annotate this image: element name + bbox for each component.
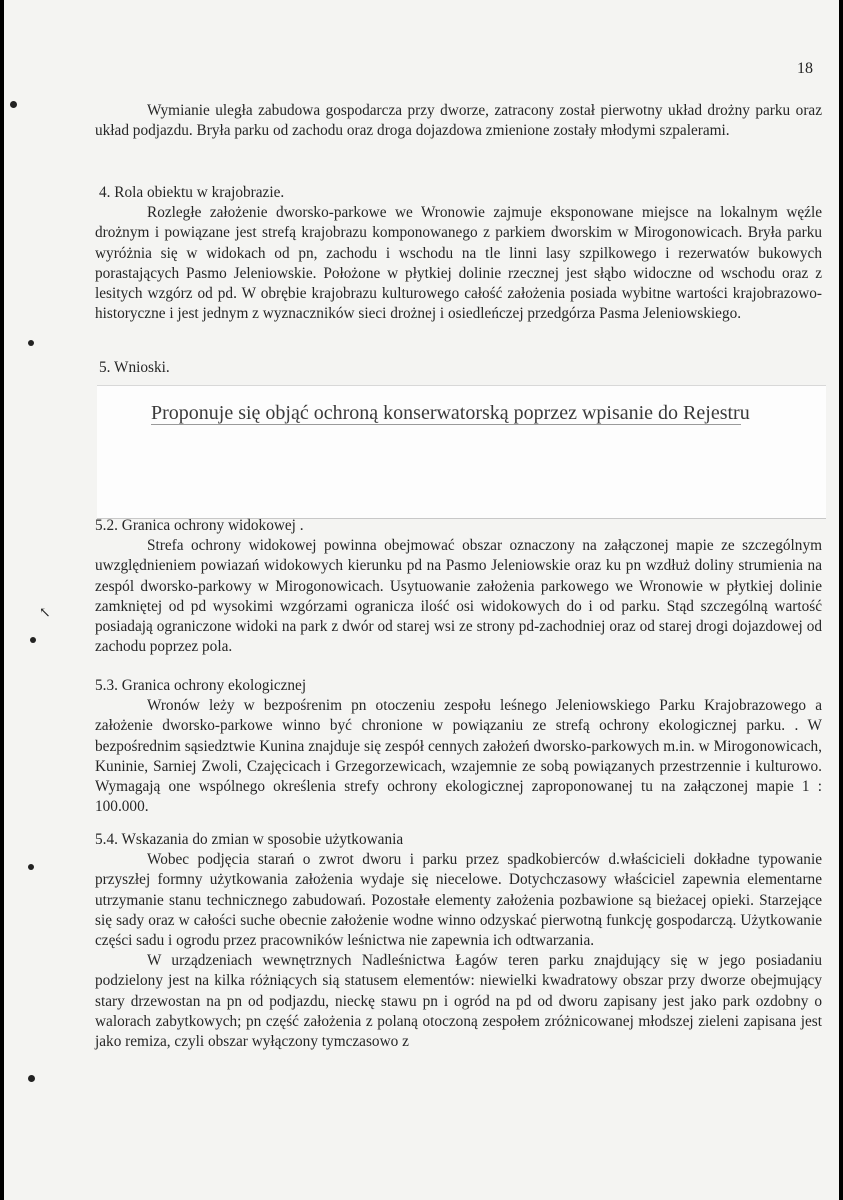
section-5-4-paragraph-2: W urządzeniach wewnętrznych Nadleśnictwa Łagów teren parku znajdujący się w jego posiadaniu podzielony jest na kilka różniących sią statusem elementów: niewielki kwadratowy obszar przy dworze obejmujący stary drzewostan na pn od podjazdu, nieckę stawu pn i ogród na pd od dworu zapisany jest jako park ozdobny o walorach zabytkowych; pn część założenia z polaną otoczoną zespołem zróżnicowanej młodszej zieleni zapisana jest jako remiza, czyli obszar wyłączony tymczasowo z xyxy=(95,952,822,1051)
section-5-3-paragraph: Wronów leży w bezpośrenim pn otoczeniu zespołu leśnego Jeleniowskiego Parku Krajobrazowego a założenie dworsko-parkowe winno być chronione w powiązaniu ze strefą ochrony ekologicznej parku. . W bezpośrednim sąsiedztwie Kunina znajduje się zespół cennych założeń dworsko-parkowych m.in. w Mirogonowicach, Kuninie, Sarniej Zwoli, Czajęcicach i Grzegorzewicach, wzajemnie ze sobą powiązanych przestrzennie i kulturowo. Wymagają one wspólnego określenia strefy ochrony ekologicznej zaproponowanej tu na załączonej mapie 1 : 100.000. xyxy=(95,697,822,816)
scan-mark xyxy=(28,864,34,870)
overlay-insert xyxy=(97,385,826,519)
section-5-2 xyxy=(95,516,822,657)
section-5-2-heading: 5.2. Granica ochrony widokowej . xyxy=(95,517,304,534)
scan-mark xyxy=(28,1075,35,1082)
section-5-2-paragraph: Strefa ochrony widokowej powinna obejmować obszar oznaczony na załączonej mapie ze szczególnym uwzględnieniem powiazań widokowych kierunku pd na Pasmo Jeleniowskie oraz ku pn wzdłuż doliny strumienia na zespól dworsko-parkowy w Mirogonowicach. Usytuowanie założenia parkowego we Wronowie w płytkiej dolinie zamkniętej od pd wysokimi wzgórzami ogranicza ilość osi widokowych do i od parku. Stąd szczególną wartość posiadają ograniczone widoki na park z dwór od starej wsi ze strony pd-zachodniej oraz od starej drogi dojazdowej od zachodu poprzez pola. xyxy=(95,537,822,656)
section-4 xyxy=(95,183,822,324)
overlay-underline xyxy=(151,424,741,425)
scan-mark-arrow: ↖ xyxy=(39,606,51,621)
scan-mark xyxy=(30,637,36,643)
section-5-4 xyxy=(95,830,822,1052)
section-4-paragraph: Rozległe założenie dworsko-parkowe we Wronowie zajmuje eksponowane miejsce na lokalnym węźle drożnym i powiązane jest strefą krajobrazu komponowanego z parkiem dworskim w Mirogonowicach. Bryła parku wyróżnia się w widokach od pn, zachodu i wschodu na tle linni lasy szpilkowego i rezerwatów bukowych porastających Pasmo Jeleniowskie. Położone w płytkiej dolinie rzecznej jest słąbo widoczne od wschodu oraz z lesitych wzgórz od pd. W obrębie krajobrazu kulturowego całość założenia posiada wybitne wartości krajobrazowo-historyczne i jest jednym z wyznaczników sieci drożnej i osiedleńczej przedgórza Pasma Jeleniowskiego. xyxy=(95,204,822,323)
overlay-line: Proponuje się objąć ochroną konserwatorską poprzez wpisanie do Rejestru xyxy=(151,402,750,424)
page-number: 18 xyxy=(797,60,813,77)
section-5-4-heading: 5.4. Wskazania do zmian w sposobie użytkowania xyxy=(95,831,404,848)
intro-paragraph: Wymianie uległa zabudowa gospodarcza przy dworze, zatracony został pierwotny układ drożny parku oraz układ podjazdu. Bryła parku od zachodu oraz droga dojazdowa zmienione zostały młodymi szpalerami. xyxy=(95,102,822,140)
section-5-3 xyxy=(95,676,822,817)
section-5-4-paragraph-1: Wobec podjęcia starań o zwrot dworu i parku przez spadkobierców d.właścicieli dokładne typowanie przyszłej formny użytkowania założenia wydaje się niecelowe. Dotychczasowy właściciel zapewnia elementarne utrzymanie stanu technicznego zabudowań. Pozostałe elementy założenia pozbawione są bieżacej opieki. Starzejące się sady oraz w całości suche obecnie założenie wodne winno odzyskać pierwotną funkcję gospodarczą. Użytkowanie części sadu i ogrodu przez pracowników leśnictwa nie zapewnia ich odtwarzania. xyxy=(95,851,822,950)
document-page xyxy=(4,0,839,1200)
scan-mark xyxy=(28,340,34,346)
intro-section xyxy=(95,101,822,141)
section-4-heading: 4. Rola obiektu w krajobrazie. xyxy=(99,184,285,201)
section-5-heading: 5. Wnioski. xyxy=(99,359,170,376)
scan-mark xyxy=(10,101,17,108)
section-5-3-heading: 5.3. Granica ochrony ekologicznej xyxy=(95,677,307,694)
section-5 xyxy=(95,358,822,378)
